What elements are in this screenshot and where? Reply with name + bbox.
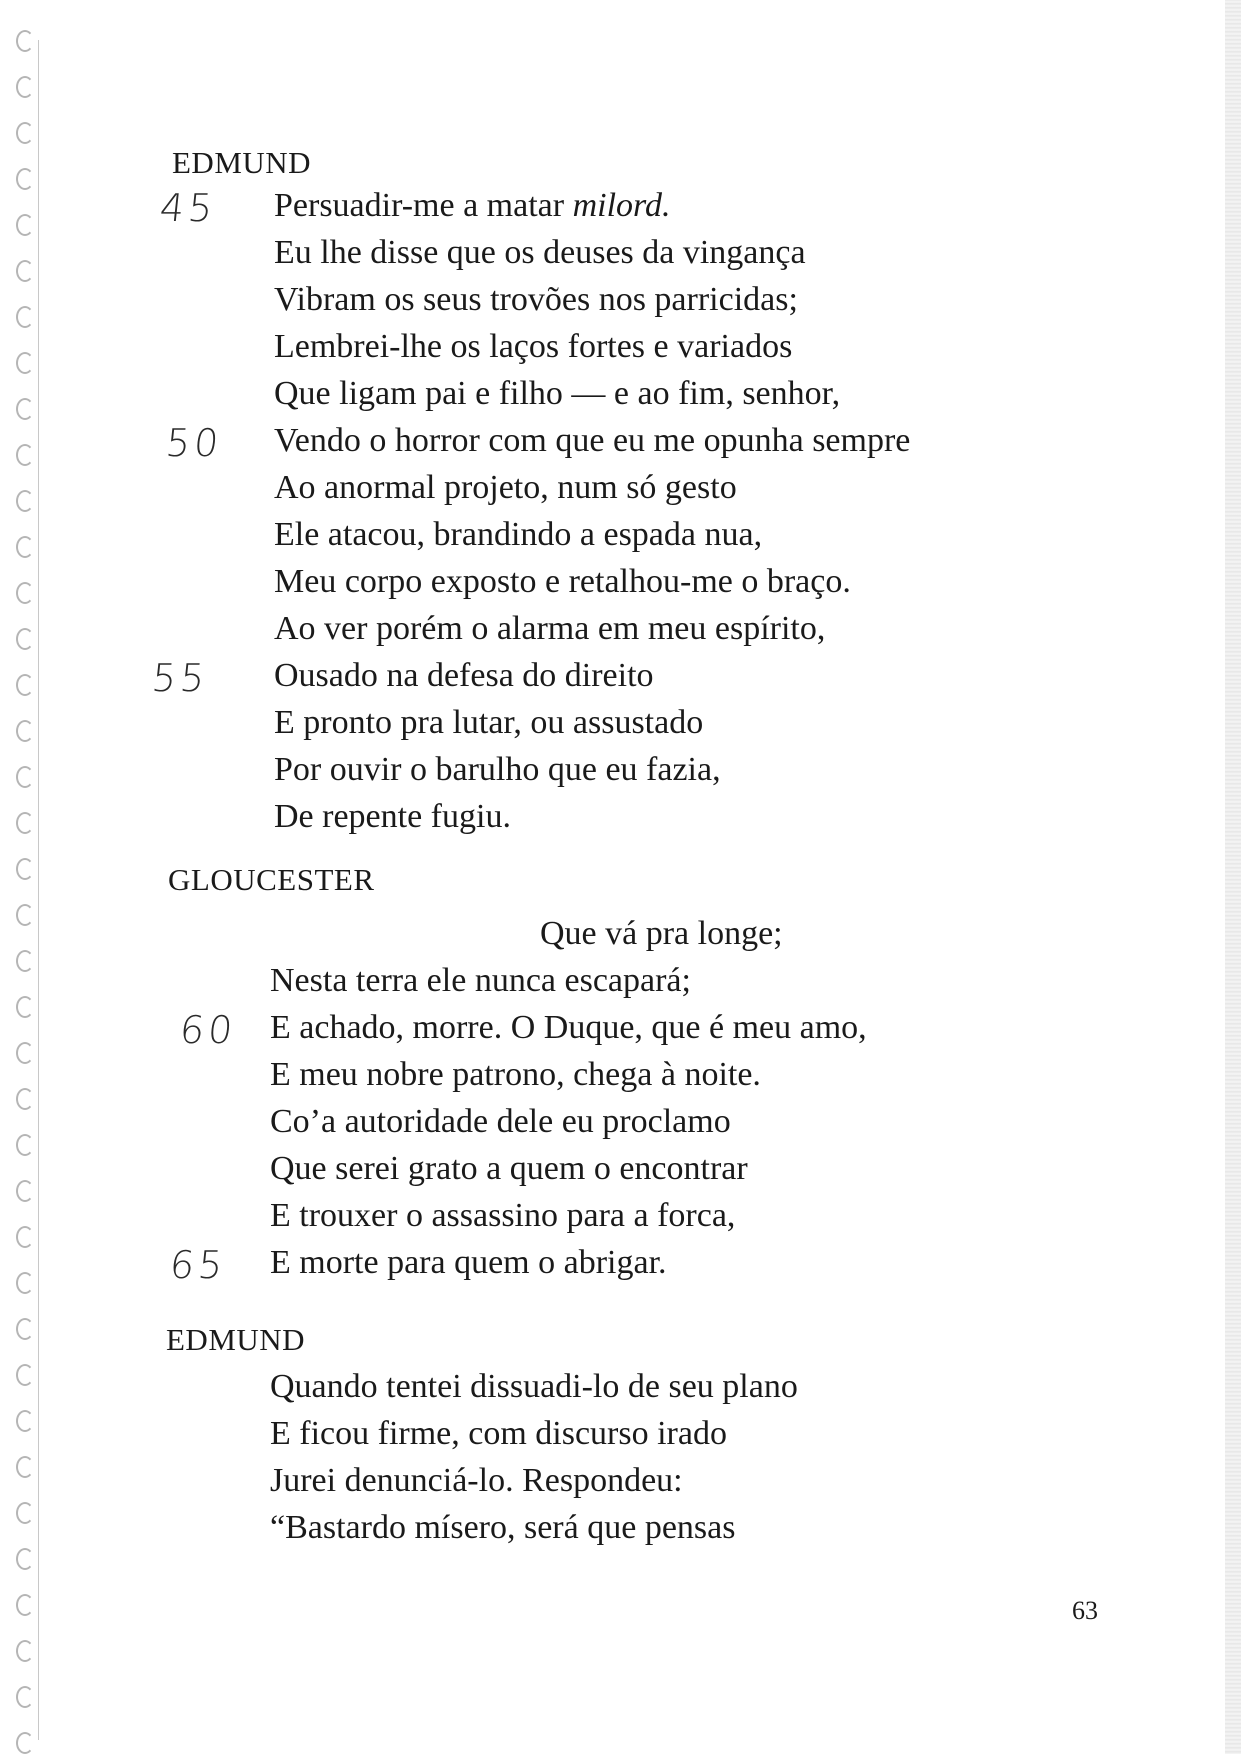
binding-ring — [16, 490, 34, 512]
binding-ring — [16, 168, 34, 190]
binding-ring — [16, 260, 34, 282]
speaker-name: GLOUCESTER — [168, 862, 375, 897]
binding-ring — [16, 398, 34, 420]
binding-ring — [16, 76, 34, 98]
binding-ring — [16, 214, 34, 236]
verse-line: E achado, morre. O Duque, que é meu amo, — [270, 1009, 867, 1046]
verse-line: “Bastardo mísero, será que pensas — [270, 1509, 736, 1546]
verse-line: E ficou firme, com discurso irado — [270, 1415, 727, 1452]
binding-ring — [16, 1594, 34, 1616]
binding-ring — [16, 1042, 34, 1064]
binding-ring — [16, 1640, 34, 1662]
binding-ring — [16, 996, 34, 1018]
spiral-binding — [0, 0, 56, 1754]
binding-ring — [16, 950, 34, 972]
verse-line: De repente fugiu. — [274, 798, 511, 835]
binding-ring — [16, 1226, 34, 1248]
speaker-name: EDMUND — [166, 1322, 306, 1357]
binding-ring — [16, 1548, 34, 1570]
verse-line: Que ligam pai e filho — e ao fim, senhor, — [274, 375, 841, 412]
verse-line: Ousado na defesa do direito — [274, 657, 654, 694]
binding-ring — [16, 1318, 34, 1340]
margin-line-number: 55 — [149, 656, 211, 700]
verse-line: Ao ver porém o alarma em meu espírito, — [274, 610, 826, 647]
verse-line: E meu nobre patrono, chega à noite. — [270, 1056, 761, 1093]
binding-ring — [16, 1502, 34, 1524]
margin-line-number: 45 — [157, 186, 219, 230]
margin-line-number: 65 — [167, 1243, 229, 1287]
binding-ring — [16, 1732, 34, 1754]
verse-line: Ao anormal projeto, num só gesto — [274, 469, 737, 506]
verse-line: Jurei denunciá-lo. Respondeu: — [270, 1462, 683, 1499]
binding-ring — [16, 582, 34, 604]
margin-line-number: 60 — [177, 1008, 239, 1052]
scan-edge — [1225, 0, 1241, 1754]
binding-ring — [16, 1686, 34, 1708]
verse-line: Meu corpo exposto e retalhou-me o braço. — [274, 563, 851, 600]
verse-line: Vendo o horror com que eu me opunha sempre — [274, 422, 911, 459]
verse-line: Vibram os seus trovões nos parricidas; — [274, 281, 798, 318]
verse-line: Quando tentei dissuadi-lo de seu plano — [270, 1368, 798, 1405]
binding-ring — [16, 766, 34, 788]
verse-line: Nesta terra ele nunca escapará; — [270, 962, 691, 999]
verse-line: Co’a autoridade dele eu proclamo — [270, 1103, 731, 1140]
binding-ring — [16, 1088, 34, 1110]
margin-line-number: 50 — [163, 421, 225, 465]
speaker-name: EDMUND — [172, 145, 312, 180]
binding-ring — [16, 1134, 34, 1156]
verse-line: E morte para quem o abrigar. — [270, 1244, 667, 1281]
binding-ring — [16, 352, 34, 374]
binding-ring — [16, 444, 34, 466]
verse-line: Por ouvir o barulho que eu fazia, — [274, 751, 721, 788]
verse-line: Que vá pra longe; — [540, 915, 783, 952]
verse-line: E pronto pra lutar, ou assustado — [274, 704, 704, 741]
binding-ring — [16, 1456, 34, 1478]
binding-ring — [16, 720, 34, 742]
binding-ring — [16, 812, 34, 834]
binding-ring — [16, 306, 34, 328]
binding-ring — [16, 858, 34, 880]
binding-ring — [16, 122, 34, 144]
verse-line: Que serei grato a quem o encontrar — [270, 1150, 748, 1187]
binding-ring — [16, 1410, 34, 1432]
verse-line: Lembrei-lhe os laços fortes e variados — [274, 328, 793, 365]
page-number: 63 — [1072, 1596, 1098, 1625]
verse-line: Eu lhe disse que os deuses da vingança — [274, 234, 806, 271]
binding-edge — [38, 40, 39, 1740]
binding-ring — [16, 1272, 34, 1294]
binding-ring — [16, 628, 34, 650]
binding-ring — [16, 1364, 34, 1386]
verse-line: E trouxer o assassino para a forca, — [270, 1197, 736, 1234]
binding-ring — [16, 536, 34, 558]
binding-ring — [16, 1180, 34, 1202]
verse-line: Persuadir-me a matar milord. — [274, 187, 671, 224]
binding-ring — [16, 30, 34, 52]
verse-line: Ele atacou, brandindo a espada nua, — [274, 516, 763, 553]
binding-ring — [16, 904, 34, 926]
binding-ring — [16, 674, 34, 696]
